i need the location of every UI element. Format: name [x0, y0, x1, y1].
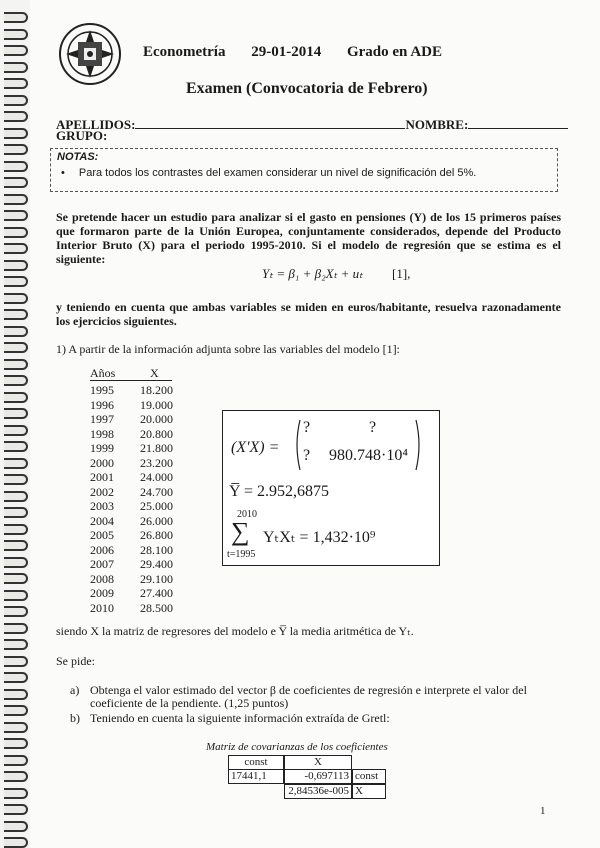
binding-ring — [4, 837, 28, 848]
exam-date: 29-01-2014 — [251, 44, 322, 60]
name-blank[interactable] — [468, 116, 568, 129]
binding-ring — [4, 342, 28, 353]
item-a-text: Obtenga el valor estimado del vector β de coeficientes de regresión e interprete el valor del coeficiente de la pendiente. (1,25 puntos) — [90, 683, 527, 710]
intro-paragraph: Se pretende hacer un estudio para analizar si el gasto en pensiones (Y) de los 15 primeros países que formaron parte de la Unión Europea, conjuntamente considerados, depende del Producto Interior Bruto (X) para el periodo 1995-2010. Si el modelo de regresión que se estima es el siguiente: — [56, 210, 561, 266]
binding-ring — [4, 656, 28, 667]
x-value-cell: 28.500 — [140, 600, 173, 615]
matrix-r1c1: ? — [303, 419, 311, 436]
binding-ring — [4, 260, 28, 271]
year-cell: 1999 — [90, 441, 114, 455]
binding-ring — [4, 458, 28, 469]
binding-ring — [4, 309, 28, 320]
covariance-table-title: Matriz de covarianzas de los coeficientes — [206, 741, 388, 753]
x-value-cell: 29.400 — [140, 557, 173, 571]
binding-ring — [4, 243, 28, 254]
degree-name: Grado en ADE — [346, 44, 442, 60]
x-value-cell: 20.000 — [140, 412, 173, 426]
binding-ring — [4, 491, 28, 502]
year-cell: 1995 — [90, 383, 114, 397]
matrix-info-box — [222, 410, 440, 566]
binding-ring — [4, 111, 28, 122]
model-equation-tag: [1], — [392, 266, 411, 281]
x-value-cell: 28.100 — [140, 542, 173, 557]
right-bracket — [415, 419, 423, 471]
university-seal-logo — [58, 22, 122, 86]
exam-title: Examen (Convocatoria de Febrero) — [186, 80, 428, 97]
binding-ring — [4, 507, 28, 518]
binding-ring — [4, 45, 28, 56]
notes-item: • Para todos los contrastes del examen considerar un nivel de significación del 5%. — [61, 167, 476, 179]
binding-ring — [4, 606, 28, 617]
binding-ring — [4, 441, 28, 452]
binding-ring — [4, 804, 28, 815]
notes-title: NOTAS: — [57, 151, 99, 163]
year-cell: 1998 — [90, 426, 114, 441]
binding-ring — [4, 293, 28, 304]
year-column-header: Años — [90, 366, 116, 380]
sum-expression: YₜXₜ = 1,432·10⁹ — [263, 529, 376, 546]
binding-ring — [4, 408, 28, 419]
x-value-cell: 27.400 — [140, 586, 173, 600]
binding-ring — [4, 557, 28, 568]
question-1-lead: 1) A partir de la información adjunta sobre las variables del modelo [1]: — [56, 342, 400, 356]
item-a-marker: a) — [70, 683, 80, 697]
cov-row-label-x: X — [352, 784, 386, 799]
year-cell: 1996 — [90, 397, 114, 412]
cov-row-label-const: const — [352, 769, 386, 784]
x-value-cell: 26.800 — [140, 528, 173, 542]
item-b-marker: b) — [70, 711, 80, 725]
binding-ring — [4, 392, 28, 403]
x-column-header: X — [150, 366, 159, 380]
item-b-text: Teniendo en cuenta la siguiente información extraída de Gretl: — [90, 711, 390, 725]
binding-ring — [4, 821, 28, 832]
cov-cell-12: -0,697113 — [284, 769, 352, 784]
binding-ring — [4, 62, 28, 73]
x-value-cell: 25.000 — [140, 499, 173, 513]
model-equation: Yₜ = β₁ + β₂Xₜ + uₜ — [262, 266, 363, 281]
binding-ring — [4, 639, 28, 650]
cov-cell-22: 2,84536e-005 — [284, 784, 352, 799]
where-sentence: siendo X la matriz de regresores del modelo e Y̅ la media aritmética de Yₜ. — [56, 624, 414, 638]
year-cell: 2008 — [90, 571, 114, 586]
cov-header-const: const — [228, 755, 284, 769]
exam-header — [143, 44, 464, 61]
matrix-r2c1: ? — [303, 447, 311, 464]
binding-ring — [4, 375, 28, 386]
binding-ring — [4, 210, 28, 221]
year-cell: 2007 — [90, 557, 114, 571]
binding-ring — [4, 194, 28, 205]
surnames-name-row — [56, 116, 568, 133]
sum-symbol: ∑ — [231, 517, 250, 546]
binding-ring — [4, 672, 28, 683]
binding-ring — [4, 738, 28, 749]
course-name: Econometría — [143, 44, 226, 60]
intro-closing: y teniendo en cuenta que ambas variables se miden en euros/habitante, resuelva razonadamente los ejercicios siguientes. — [56, 300, 561, 328]
asked-label: Se pide: — [56, 654, 95, 668]
table-header-rule — [90, 380, 172, 381]
page-number: 1 — [540, 805, 546, 817]
x-value-cell: 20.800 — [140, 426, 173, 441]
year-cell: 2010 — [90, 600, 114, 615]
x-value-cell: 24.700 — [140, 484, 173, 499]
binding-ring — [4, 227, 28, 238]
year-cell: 2006 — [90, 542, 114, 557]
name-label: NOMBRE: — [405, 117, 469, 132]
x-value-cell: 23.200 — [140, 455, 173, 470]
binding-ring — [4, 573, 28, 584]
binding-ring — [4, 177, 28, 188]
binding-ring — [4, 689, 28, 700]
x-value-cell: 26.000 — [140, 513, 173, 528]
x-value-cell: 19.000 — [140, 397, 173, 412]
matrix-lhs: (X'X) = — [231, 439, 280, 456]
x-value-cell: 29.100 — [140, 571, 173, 586]
binding-ring — [4, 540, 28, 551]
binding-ring — [4, 161, 28, 172]
surnames-label: APELLIDOS: — [56, 117, 136, 132]
binding-ring — [4, 788, 28, 799]
y-mean: Y̅ = 2.952,6875 — [229, 483, 329, 500]
year-cell: 2001 — [90, 470, 114, 484]
year-cell: 1997 — [90, 412, 114, 426]
spiral-binding — [0, 0, 30, 848]
binding-ring — [4, 590, 28, 601]
notes-box — [50, 148, 558, 192]
binding-ring — [4, 722, 28, 733]
binding-ring — [4, 95, 28, 106]
x-value-cell: 24.000 — [140, 470, 173, 484]
cov-cell-11: 17441,1 — [228, 769, 284, 784]
binding-ring — [4, 144, 28, 155]
binding-ring — [4, 623, 28, 634]
binding-ring — [4, 326, 28, 337]
binding-ring — [4, 276, 28, 287]
x-value-cell: 21.800 — [140, 441, 173, 455]
binding-ring — [4, 474, 28, 485]
binding-ring — [4, 78, 28, 89]
group-row — [56, 128, 107, 144]
year-cell: 2009 — [90, 586, 114, 600]
year-cell: 2000 — [90, 455, 114, 470]
binding-ring — [4, 359, 28, 370]
binding-ring — [4, 12, 28, 23]
sum-upper-limit: 2010 — [237, 509, 257, 520]
year-cell: 2004 — [90, 513, 114, 528]
year-cell: 2005 — [90, 528, 114, 542]
year-cell: 2002 — [90, 484, 114, 499]
year-cell: 2003 — [90, 499, 114, 513]
cov-header-x: X — [284, 755, 352, 769]
matrix-r1c2: ? — [369, 419, 377, 436]
binding-ring — [4, 524, 28, 535]
left-bracket — [293, 419, 301, 471]
surnames-blank[interactable] — [135, 116, 405, 129]
binding-ring — [4, 705, 28, 716]
group-label: GRUPO: — [56, 128, 108, 143]
x-value-cell: 18.200 — [140, 383, 173, 397]
matrix-r2c2: 980.748·10⁴ — [329, 447, 408, 464]
binding-ring — [4, 771, 28, 782]
binding-ring — [4, 755, 28, 766]
binding-ring — [4, 425, 28, 436]
binding-ring — [4, 29, 28, 40]
binding-ring — [4, 128, 28, 139]
sum-lower-limit: t=1995 — [227, 549, 256, 560]
